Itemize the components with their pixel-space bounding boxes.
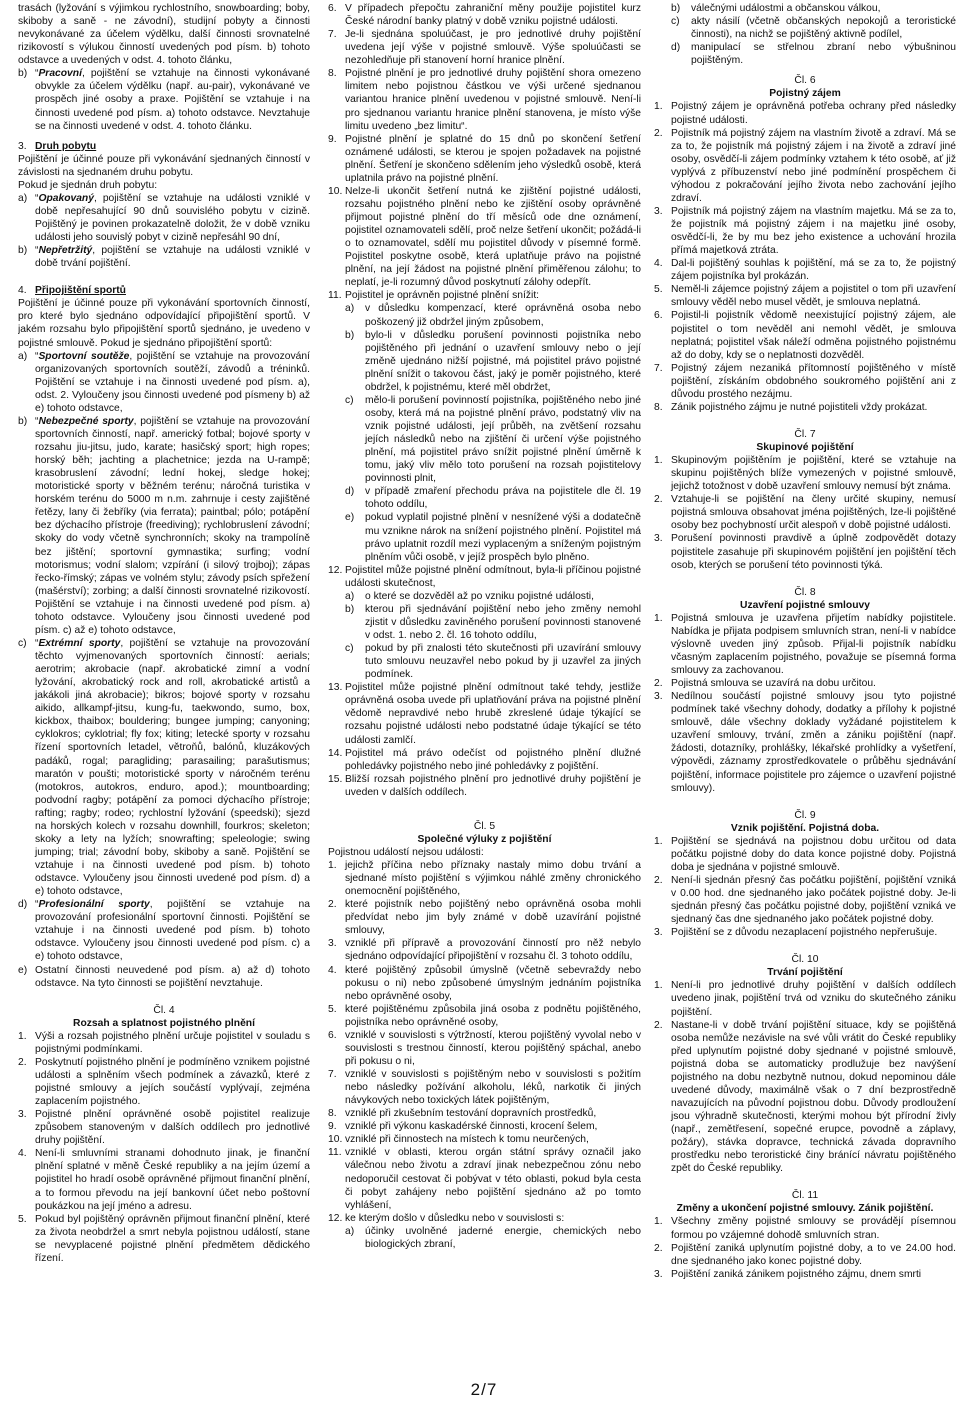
list-item bbox=[328, 747, 641, 773]
list-item-text: válečnými událostmi a občanskou válkou, bbox=[691, 3, 881, 14]
list-item-number: 13. bbox=[328, 682, 343, 694]
list-item bbox=[328, 1120, 641, 1133]
article-list bbox=[654, 100, 956, 414]
list-item-number: 8. bbox=[654, 401, 663, 413]
list-item-text: Pojistný zájem je oprávněná potřeba ochrany před následky pojistné události. bbox=[671, 101, 956, 126]
term-label: Profesionální sporty bbox=[38, 899, 150, 911]
list-item-number: 11. bbox=[328, 1147, 342, 1159]
list-item-text: , pojištění se vztahuje na provozování organizovaných sportovních soutěží, závodů a tréninků. Pojištění se vztahuje i na činnosti uvedené pod písm. a), odst. 2. Vyloučeny jsou činnosti uvedené pod písmeny b) až e) tohoto odstavce, bbox=[35, 350, 310, 414]
article-list bbox=[654, 454, 956, 572]
list-item: c) “Extrémní sporty, pojištění se vztahuje na provozování těchto vyjmenovaných sportovních činností: aerials; aerotrim; akrobacie (např. akrobatické zimní a vodní lyžování, akrobatický rock and roll, akrobatické artistů a jakákoli jiná akrobacie); bikros; bojové sporty v rozsahu aikido, allkampf-jitsu, kung-fu, taekwondo, sumo, box, kickbox, thaibox; bouldering; bungee jumping; canyoning; cyklokros; cyklotrial; fly fox; kiting; letecké sporty v rozsahu řízení sportovních letadel, větroňů, balónů, kluzákových padáků, rogal; paragliding; parasailing; parašutismus; maratón v poušti; motoristické sporty v náročném terénu (motokros, autokros, enduro, apod.); mountboarding; podvodní ragby; potápění za pomoci dýchacího přístroje; rafting; ragby; rodeo; rychlostní lyžování (speedski); sjezd na horských kolech v rozsahu downhill, fourkros; skeleton; skoky a lety na lyžích; snowrafting; speleologie; swing jumping; trial; závodní boby, skiboby a saně. Pojištění se vztahuje i na činnosti uvedené pod písm. b) tohoto odstavce. Vyloučeny jsou činnosti uvedené pod písm. d) a e) tohoto odstavce, bbox=[18, 637, 310, 898]
list-item bbox=[328, 2, 641, 28]
section-title: Připojištění sportů bbox=[35, 285, 126, 297]
article-list bbox=[654, 1215, 956, 1280]
list-item-text: manipulací se střelnou zbraní nebo výbušninou pojištěným. bbox=[691, 42, 956, 67]
list-item-number: 3. bbox=[654, 927, 663, 939]
list-item-text: které pojištěnému způsobila jiná osoba z podnětu pojištěného, pojistníka nebo oprávněné osoby, bbox=[345, 1003, 641, 1028]
list-item-number: 2. bbox=[654, 1242, 663, 1254]
list-item bbox=[654, 874, 956, 926]
list-item-text: které pojistník nebo pojištěný nebo oprávněná osoba mohli předvídat nebo jim byly známé v době uzavírání pojistné smlouvy, bbox=[345, 899, 641, 937]
section-heading: 3. Druh pobytu bbox=[18, 140, 310, 153]
list-item-number: b) bbox=[345, 603, 355, 615]
list-item-text: Je-li sjednána spoluúčast, je pro jednotlivé druhy pojištění uvedena její výše v pojistné smlouvě. Výše spoluúčasti se nezohledňuje při stanovení horní hranice plnění. bbox=[345, 29, 641, 67]
article-number: Čl. 10 bbox=[791, 954, 819, 966]
list-item bbox=[328, 1133, 641, 1146]
article-list bbox=[654, 835, 956, 940]
list-item-number: 3. bbox=[654, 1268, 663, 1280]
list-item-text: Pojištění zaniká uplynutím pojistné doby, a to ve 24.00 hod. dne sjednaného jako konec pojistné doby. bbox=[671, 1242, 956, 1267]
list-item-number: a) bbox=[345, 590, 355, 602]
list-item-text: Pojistitel má právo odečíst od pojistného plnění dlužné pohledávky pojistného nebo jiné pohledávky z pojištění. bbox=[345, 747, 641, 772]
list-item bbox=[328, 28, 641, 67]
list-item-number: 9. bbox=[328, 133, 337, 145]
list-item-text: , pojištění se vztahuje na události vzniklé v době nepřesahující 90 dnů souvislého pobytu v cizině. Pojištěný je povinen prokazatelně doložit, že v době vzniku události jeho souvislý pobyt v cizině nepřesáhl 90 dní, bbox=[35, 192, 310, 244]
article-title: Skupinové pojištění bbox=[756, 442, 854, 453]
term-label: Opakovaný bbox=[38, 192, 94, 204]
list-item: 3. Pojistné plnění oprávněné osobě pojistitel realizuje způsobem stanoveným v dalších oddílech pro jednotlivé druhy pojištění. bbox=[18, 1109, 310, 1147]
exclusions-list bbox=[328, 859, 641, 1225]
list-item-number: 11. bbox=[328, 290, 342, 302]
list-item bbox=[654, 677, 956, 690]
list-item-text: Pojistník má pojistný zájem na vlastním životě a zdraví. Má se za to, že pojistník má pojistný zájem i na životě a zdraví jiné osoby, osvědčí-li zájem podmínky vztahem k této osobě, ať již vyplývá z příbuzenství nebo jiné podmínění prospěchem či výhodou z pokračování jejího života nebo zachování jejího zdraví. bbox=[671, 127, 956, 204]
paragraph: Pojistnou událostí nejsou události: bbox=[328, 846, 484, 858]
list-item-number: 1. bbox=[654, 101, 663, 113]
list-item: 12. Pojistitel může pojistné plnění odmítnout, byla-li příčinou pojistné události skutečnost, bbox=[328, 564, 641, 589]
list-item-number: 6. bbox=[654, 310, 663, 322]
list-item-text: Pojištění zaniká zánikem pojistného zájmu, dnem smrti bbox=[671, 1268, 922, 1280]
column-right bbox=[654, 2, 956, 1397]
article-list bbox=[654, 612, 956, 795]
section-heading: 4. Připojištění sportů bbox=[18, 284, 310, 297]
list-item bbox=[345, 329, 641, 394]
list-item-number: 14. bbox=[328, 747, 343, 759]
list-item-text: v důsledku kompenzací, které oprávněná osoba nebo poškozený již obdržel jiným způsobem, bbox=[365, 303, 641, 328]
list-item-text: Skupinovým pojištěním je pojištění, které se vztahuje na skupinu pojištěných blíže vymezených v pojistné smlouvě, jejichž totožnost v době uzavření smlouvy nemusí být známa. bbox=[671, 455, 956, 493]
article-number: Čl. 6 bbox=[794, 75, 816, 87]
list-item bbox=[671, 41, 956, 67]
list-item bbox=[654, 1019, 956, 1176]
list-item bbox=[328, 1068, 641, 1107]
list-item-number: d) bbox=[671, 42, 681, 54]
list-item-number: 3. bbox=[654, 691, 663, 703]
list-item-number: 12. bbox=[328, 1212, 343, 1224]
list-item-number: 3. bbox=[328, 938, 337, 950]
list-item-text: , pojištění se vztahuje na provozování sportovních činností, např. americký fotbal; bojové sporty v rozsahu jiu-jitsu, judo, karate; hasičský sport; high ropes; horský běh; jachting a plachetnice; jezda na U-rampě; krasobruslení závodní; lední hokej, sledge hokej; motoristické sporty v běžném terénu; náročná turistika v horském terénu do 5000 m n.m. zahrnuje i cesty zajištěné řetězy, lany či žebříky (via ferrata); paintbal; pólo; potápění bez dýchacího přístroje (freediving); rychlobruslení závodní; skoky do vody včetně synchronních; skoky na trampolíně bez jištění; sportovní gymnastika; surfing; vodní motorismus; vodní slalom; vzpírání (i silový trojboj); zápas řecko-římský; zápas ve volném stylu; závody psích spřežení (mašérství); zorbing; a další činnosti srovnatelné rizikovostí. Pojištění se vztahuje i na činnosti uvedené pod písm. a) tohoto odstavce. Vyloučeny jsou činnosti uvedené pod písm. c) až e) tohoto odstavce, bbox=[35, 415, 310, 636]
items-tail bbox=[328, 681, 641, 799]
list-item-text: kterou při sjednávání pojištění nebo jeho změny nemohl zjistit v důsledku zaviněného porušení povinnosti stanovené v odst. 1. nebo 2. čl. 16 tohoto oddílu, bbox=[365, 603, 641, 641]
list-item bbox=[654, 1268, 956, 1281]
list-item-text: Pojistil-li pojistník vědomě neexistující pojistný zájem, ale pojistitel o tom nevěděl ani nemohl vědět, je smlouva neplatná; pojistitel však náleží odměna pojistného pojistnému až do doby, kdy se o neplatnosti dozvěděl. bbox=[671, 310, 956, 361]
list-item bbox=[345, 642, 641, 681]
page-number: 2/7 bbox=[470, 1380, 498, 1399]
list-item: b) “Nepřetržitý, pojištění se vztahuje na události vzniklé v době trvání pojištění. bbox=[18, 245, 310, 270]
list-item-number: 8. bbox=[328, 1108, 337, 1120]
article-list bbox=[654, 979, 956, 1175]
section-title: Druh pobytu bbox=[35, 140, 97, 152]
term-label: Nebezpečné sporty bbox=[38, 415, 134, 427]
list-item bbox=[345, 511, 641, 563]
list-item-text: vzniklé při zkušebním testování dopravních prostředků, bbox=[345, 1108, 597, 1120]
list-item: e) Ostatní činnosti neuvedené pod písm. a) až d) tohoto odstavce. Na tyto činnosti se pojištění nevztahuje. bbox=[18, 964, 310, 989]
list-item bbox=[654, 979, 956, 1018]
article-number: Čl. 9 bbox=[794, 809, 816, 821]
list-item bbox=[671, 2, 956, 15]
list-item: a) “Opakovaný, pojištění se vztahuje na události vzniklé v době nepřesahující 90 dnů souvislého pobytu v cizině. Pojištěný je povinen prokazatelně doložit, že v době vzniku události jeho souvislý pobyt v cizině nepřesáhl 90 dní, bbox=[18, 192, 310, 244]
list-item-text: vzniklé při přípravě a provozování činností pro něž nebylo sjednáno odpovídající připojištění v rozsahu čl. 3 tohoto oddílu, bbox=[345, 938, 641, 963]
list-item bbox=[328, 681, 641, 746]
list-item-text: vzniklé v souvislosti s pojištěným nebo v souvislosti s požitím nebo následky požívání alkoholu, léků, narkotik či jiných návykových nebo toxických látek pojištěným, bbox=[345, 1069, 641, 1107]
list-item bbox=[328, 289, 641, 302]
list-item bbox=[328, 1029, 641, 1068]
list-item-number: a) bbox=[345, 303, 355, 315]
list-item: b) “Pracovní, pojištění se vztahuje na činnosti vykonávané obvykle za účelem výdělku (např. au-pair), vykonávané ve prospěch jiné osoby a praxe. Pojištění se vztahuje i na činnosti uvedené pod písm. a) tohoto odstavce. Nevztahuje se na činnosti uvedené v odst. 4. tohoto článku. bbox=[18, 68, 310, 132]
list-item bbox=[345, 603, 641, 642]
list-item bbox=[328, 1107, 641, 1120]
list-item-number: 1. bbox=[654, 980, 663, 992]
term-label: Extrémní sporty bbox=[38, 637, 121, 649]
items-top bbox=[328, 2, 641, 302]
list-item bbox=[328, 773, 641, 799]
article-number: Čl. 7 bbox=[794, 428, 816, 440]
list-item-text: Neměl-li zájemce pojistný zájem a pojistitel o tom při uzavření smlouvy věděl nebo musel vědět, je smlouva neplatná. bbox=[671, 284, 956, 309]
list-item bbox=[345, 590, 641, 603]
list-item-number: 2. bbox=[654, 494, 663, 506]
list-item-number: 1. bbox=[328, 860, 337, 871]
list-item bbox=[654, 100, 956, 126]
article-number: Čl. 4 bbox=[153, 1004, 175, 1016]
list-item bbox=[328, 133, 641, 185]
list-item-text: vzniklé v souvislosti s výtržností, kterou pojištěný vyvolal nebo v souvislosti s trestnou činností, kterou pojištěný spáchal, anebo při pokusu o ni, bbox=[345, 1029, 641, 1067]
list-item-text: Pojistník má pojistný zájem na vlastním majetku. Má se za to, že pojistník má pojistný zájem i na majetku jiné osoby, osvědčí-li, že by mu bez jeho existence a uchování hrozila přímá majetková ztráta. bbox=[671, 205, 956, 257]
article-title: Vznik pojištění. Pojistná doba. bbox=[730, 822, 880, 834]
list-item-text: Nedílnou součástí pojistné smlouvy jsou tyto pojistné podmínek také všechny dohody, dodatky a přílohy k pojistné smlouvě, dále všechny doklady vyžádané pojistitelem k uzavření smlouvy, trvání, změn a zániku pojištění (např. žádosti, dotazníky, prohlášky, lékařské prohlídky a vyšetření, výpovědi, záznamy zprostředkovatele o průběhu sjednávání pojištění, informace pojistitele pro zájemce o uzavření pojistné smlouvy). bbox=[671, 691, 956, 794]
article-title: Trvání pojištění bbox=[767, 967, 843, 979]
list-item-number: 1. bbox=[654, 1216, 663, 1228]
list-item-number: c) bbox=[345, 394, 354, 406]
list-item-number: 1. bbox=[654, 612, 663, 624]
list-item-text: v případě zmaření přechodu práva na pojistitele dle čl. 19 tohoto oddílu, bbox=[365, 486, 641, 511]
list-item-text: Pojistný zájem nezaniká přítomností pojištěného v místě pojištění, získáním obdobného soukromého pojištění ani z důvodu prostého nezájmu. bbox=[671, 362, 956, 400]
list-item-text: Bližší rozsah pojistného plnění pro jednotlivé druhy pojištění je uveden v dalších oddílech. bbox=[345, 773, 641, 798]
list-item: a) účinky uvolněné jaderné energie, chemických nebo biologických zbraní, bbox=[345, 1225, 641, 1250]
list-item bbox=[654, 1215, 956, 1241]
list-item-text: , pojištění se vztahuje na činnosti vykonávané obvykle za účelem výdělku (např. au-pair), vykonávané ve prospěch jiné osoby a praxe. Pojištění se vztahuje i na činnosti uvedené pod písm. a) tohoto odstavce. Nevztahuje se na činnosti uvedené v odst. 4. tohoto článku. bbox=[35, 68, 310, 132]
article-number: Čl. 8 bbox=[794, 586, 816, 598]
list-item-text: Pojistitel může pojistné plnění odmítnout také tehdy, jestliže oprávněná osoba uvede při uplatňování práva na pojistné plnění vědomě nepravdivé nebo hrubě zkreslené údaje týkající se rozsahu pojistné události nebo podstatné údaje týkající se této události zamlčí. bbox=[345, 682, 641, 746]
list-item: 5. Pokud byl pojištěný oprávněn přijmout finanční plnění, které za života neobdržel a smrt nebyla pojistnou událostí, stane se nevyplacené pojistné plnění předmětem dědického řízení. bbox=[18, 1213, 310, 1264]
column-left bbox=[18, 2, 310, 1397]
list-item bbox=[328, 1212, 641, 1225]
list-item bbox=[345, 394, 641, 485]
list-item bbox=[654, 493, 956, 532]
list-item-number: 2. bbox=[654, 874, 663, 886]
list-item-text: Pojištění se z důvodu nezaplacení pojistného nepřerušuje. bbox=[671, 927, 938, 939]
list-item bbox=[654, 401, 956, 414]
list-item-number: 1. bbox=[654, 455, 663, 467]
list-item-number: 10. bbox=[328, 1134, 343, 1146]
list-item bbox=[328, 1146, 641, 1211]
list-item bbox=[654, 532, 956, 571]
sub-list-12 bbox=[328, 590, 641, 681]
list-item bbox=[654, 257, 956, 283]
list-item-text: Pojistná smlouva se uzavírá na dobu určitou. bbox=[671, 678, 876, 690]
list-item-text: o které se dozvěděl až po vzniku pojistné události, bbox=[365, 590, 594, 602]
list-item-text: Pojistné plnění je pro jednotlivé druhy pojištění shora omezeno limitem nebo pojistnou částkou ve výši určené sjednanou variantou hranice plnění uvedenou v pojistné smlouvě. Není-li pro sjednanou variantu hranice plnění stanovena, je místo výše limitu uvedeno „bez limitu“. bbox=[345, 68, 641, 132]
article-title: Rozsah a splatnost pojistného plnění bbox=[73, 1017, 255, 1029]
article-title: Pojistný zájem bbox=[769, 88, 841, 100]
list-item-text: Není-li pro jednotlivé druhy pojištění v dalších oddílech uvedeno jinak, pojištění trvá od vzniku do skutečného zániku pojištění. bbox=[671, 980, 956, 1018]
list-item: 2. Poskytnutí pojistného plnění je podmíněno vznikem pojistné události a splněním všech podmínek a závazků, které z pojistné smlouvy a jejích součástí vyplývají, zejména zaplacením pojistného. bbox=[18, 1056, 310, 1108]
list-item-text: Zánik pojistného zájmu je nutné pojistiteli vždy prokázat. bbox=[671, 401, 928, 413]
list-item bbox=[654, 362, 956, 401]
list-item-number: 7. bbox=[328, 29, 337, 41]
list-item bbox=[654, 454, 956, 493]
list-item-text: bylo-li v důsledku porušení povinnosti pojistníka nebo pojištěného při jednání o uzavření smlouvy nebo o její změně ujednáno nižší pojistné, má pojistitel právo pojistné plnění snížit o takovou část, jaký je poměr pojistného, které obdržel, k pojistnému, které měl obdržet, bbox=[365, 329, 641, 393]
list-item-number: 7. bbox=[654, 362, 663, 374]
list-item-text: Nastane-li v době trvání pojištění situace, kdy se pojištěná osoba nemůže nezávisle na své vůli vrátit do České republiky před uplynutím pojistné doby sjednané v pojistné smlouvě, pojistná doba se automaticky prodlužuje bez navýšení pojistného na dobu nezbytně nutnou, dokud nepominou dále uvedené důvody, maximálně však o 7 dní bezprostředně navazujících na původní pojistnou dobu. Důvody prodloužení jsou výhradně skutečnosti, kterými mohou být přírodní živly (např., zemětřesení, sopečné erupce, povodně a záplavy, požáry), stávka dopravce, technická závada dopravního prostředku nebo teroristické činy bránící návratu pojištěného zpět do České republiky. bbox=[671, 1019, 956, 1175]
list-item bbox=[654, 127, 956, 205]
list-item-text: které pojištěný způsobil úmyslně (včetně sebevraždy nebo pokusu o ni) nebo způsobené úmyslným jednáním pojistníka nebo oprávněné osoby, bbox=[345, 964, 641, 1002]
list-item-text: pokud vyplatil pojistné plnění v nesnížené výši a dodatečně mu vznikne nárok na snížení pojistného plnění. Pojistitel má právo uplatnit rozdíl mezi vyplaceným a sníženým pojistným plněním vůči osobě, v jejíž prospěch bylo plněno. bbox=[365, 512, 641, 563]
list-item bbox=[654, 835, 956, 874]
items-top bbox=[654, 2, 956, 67]
list-item-number: 2. bbox=[654, 127, 663, 139]
sub-list-11 bbox=[328, 302, 641, 563]
list-item-number: 4. bbox=[654, 258, 663, 270]
list-item-number: c) bbox=[671, 16, 680, 28]
list-item bbox=[654, 283, 956, 309]
list-item bbox=[328, 185, 641, 290]
list-item-text: , pojištění se vztahuje na provozování profesionální sportovní činnosti. Pojištění se vztahuje i na činnosti uvedené pod písm. b) tohoto odstavce. Vyloučeny jsou činnosti uvedené pod písm. c) a e) tohoto odstavce, bbox=[35, 899, 310, 963]
list-item: d) “Profesionální sporty, pojištění se vztahuje na provozování profesionální sportovní činnosti. Pojištění se vztahuje i na činnosti uvedené pod písm. b) tohoto odstavce. Vyloučeny jsou činnosti uvedené pod písm. c) a e) tohoto odstavce, bbox=[18, 899, 310, 963]
list-item-text: Dal-li pojištěný souhlas k pojištění, má se za to, že pojistný zájem pojistníka byl prokázán. bbox=[671, 258, 956, 283]
paragraph: Pojištění je účinné pouze při vykonávání sportovních činností, pro které bylo sjednáno odpovídající připojištění sportů. V jakém rozsahu bylo připojištění sportů sjednáno, je uvedeno v pojistné smlouvě. Pokud je sjednáno připojištění sportů: bbox=[18, 298, 310, 349]
column-middle bbox=[328, 2, 641, 1332]
list-item-text: vzniklé při výkonu kaskadérské činnosti, krocení šelem, bbox=[345, 1121, 598, 1133]
list-item-text: Vztahuje-li se pojištění na členy určité skupiny, nemusí pojistná smlouva obsahovat jména pojištěných, lze-li pojištěné osoby bez pochybností určit alespoň v době pojistné události. bbox=[671, 494, 956, 532]
list-item-text: Ostatní činnosti neuvedené pod písm. a) až d) tohoto odstavce. Na tyto činnosti se pojištění nevztahuje. bbox=[35, 964, 310, 989]
paragraph: Pojištění je účinné pouze při vykonávání sjednaných činností v závislosti na sjednaném druhu pobytu. bbox=[18, 153, 310, 178]
term-label: Sportovní soutěže bbox=[38, 350, 130, 362]
list-item-number: 3. bbox=[654, 533, 663, 545]
list-item-number: b) bbox=[345, 329, 355, 341]
list-item bbox=[654, 612, 956, 677]
list-item: 4. Není-li smluvními stranami dohodnuto jinak, je finanční plnění splatné v měně České republiky a na jejím území a pojistitel ho hradí osobě oprávněné přijmout finanční plnění, a to formou převodu na její bankovní účet nebo poštovní poukázkou na její jméno a adresu. bbox=[18, 1148, 310, 1212]
article-number: Čl. 5 bbox=[473, 820, 496, 832]
term-label: Nepřetržitý bbox=[38, 245, 93, 257]
list-item-number: 9. bbox=[328, 1121, 337, 1133]
list-item-text: Všechny změny pojistné smlouvy se provádějí písemnou formou po vzájemné dohodě smluvních stran. bbox=[671, 1216, 956, 1241]
list-item bbox=[328, 67, 641, 132]
list-item-number: 8. bbox=[328, 68, 337, 80]
list-item-text: vzniklé při činnostech na místech k tomu neurčených, bbox=[345, 1134, 589, 1146]
list-item-text: , pojištění se vztahuje na provozování těchto vyjmenovaných sportovních činností: aerials; aerotrim; akrobacie (např. akrobatické zimní a vodní lyžování, akrobatický rock and roll, akrobatické artistů a jakákoli jiná akrobacie); bikros; bojové sporty v rozsahu aikido, allkampf-jitsu, kung-fu, taekwondo, sumo, box, kickbox, thaibox; bouldering; bungee jumping; canyoning; cyklokros; cyklotrial; fly fox; kiting; letecké sporty v rozsahu řízení sportovních letadel, větroňů, balónů, kluzákových padáků, rogal; paragliding; parasailing; parašutismus; maratón v poušti; motoristické sporty v náročném terénu (motokros, autokros, enduro, apod.); mountboarding; podvodní ragby; potápění za pomoci dýchacího přístroje; rafting; ragby; rodeo; rychlostní lyžování (speedski); sjezd na horských kolech v rozsahu downhill, fourkros; skeleton; skoky a lety na lyžích; snowrafting; speleologie; swing jumping; trial; závodní boby, skiboby a saně. Pojištění se vztahuje i na činnosti uvedené pod písm. b) tohoto odstavce. Vyloučeny jsou činnosti uvedené pod písm. d) a e) tohoto odstavce, bbox=[35, 637, 310, 898]
list-item-number: 2. bbox=[328, 899, 337, 911]
list-item-number: 7. bbox=[328, 1069, 337, 1080]
list-item-text: ke kterým došlo v důsledku nebo v souvislosti s: bbox=[345, 1212, 565, 1224]
list-item bbox=[328, 964, 641, 1003]
list-item-text: V případech přepočtu zahraniční měny použije pojistitel kurz České národní banky platný v době vzniku pojistné události. bbox=[345, 3, 641, 28]
list-item bbox=[345, 485, 641, 511]
list-item-text: pokud by při znalosti této skutečnosti při uzavírání smlouvy tuto smlouvu neuzavřel nebo pokud by ji uzavřel za jiných podmínek. bbox=[365, 643, 641, 681]
paragraph-intro: trasách (lyžování s výjimkou rychlostního, snowboarding; boby, skiboby a saně - ne závodní), studijní pobyty a činnosti nevykonávané za účelem výdělku, další činnosti srovnatelné rizikovostí s výlukou činností uvedených pod písm. b) tohoto odstavce a uvedených v odst. 4. tohoto článku, bbox=[18, 3, 310, 67]
list-item-text: Pojistná smlouva je uzavřena přijetím nabídky pojistitele. Nabídka je přijata podpisem smluvních stran, není-li v nabídce výslovně uveden jiný způsob. Přijal-li pojistník nabídku včasným zaplacením pojistného, považuje se písemná forma smlouvy za zachovanou. bbox=[671, 612, 956, 676]
term-label: Pracovní bbox=[38, 68, 82, 80]
list-item-number: 4. bbox=[328, 964, 337, 976]
list-item-text: Není-li sjednán přesný čas počátku pojištění, pojištění vzniká v 0.00 hod. dne sjednaného jako počátek pojistné doby. Je-li sjednán přesný čas počátku pojistné doby, pojištění vzniká ve sjednaný čas dne sjednaného jako počátek pojistné doby. bbox=[671, 874, 956, 926]
list-item bbox=[654, 926, 956, 939]
list-item bbox=[328, 859, 641, 898]
list-item-number: 5. bbox=[654, 284, 663, 296]
list-item-number: 2. bbox=[654, 678, 663, 690]
list-item-number: 15. bbox=[328, 773, 343, 785]
list-item-number: 1. bbox=[654, 835, 663, 847]
list-item-number: 3. bbox=[654, 205, 663, 217]
list-item-text: jejichž příčina nebo příznaky nastaly mimo dobu trvání a sjednané místo pojištění s výjimkou náhlé změny chronického onemocnění pojištěného, bbox=[345, 860, 641, 898]
list-item: b) “Nebezpečné sporty, pojištění se vztahuje na provozování sportovních činností, např. americký fotbal; bojové sporty v rozsahu jiu-jitsu, judo, karate; hasičský sport; high ropes; horský běh; jachting a plachetnice; jezda na U-rampě; krasobruslení závodní; lední hokej, sledge hokej; motoristické sporty v běžném terénu; náročná turistika v horském terénu do 5000 m n.m. zahrnuje i cesty zajištěné řetězy, lany či žebříky (via ferrata); paintbal; pólo; potápění bez dýchacího přístroje (freediving); rychlobruslení závodní; skoky do vody včetně synchronních; skoky na trampolíně bez jištění; sportovní gymnastika; surfing; vodní motorismus; vodní slalom; vzpírání (i silový trojboj); zápas řecko-římský; zápas ve volném stylu; závody psích spřežení (mašérství); zorbing; a další činnosti srovnatelné rizikovostí. Pojištění se vztahuje i na činnosti uvedené pod písm. a) tohoto odstavce. Vyloučeny jsou činnosti uvedené pod písm. c) až e) tohoto odstavce, bbox=[18, 415, 310, 636]
list-item-number: d) bbox=[345, 486, 355, 498]
list-item-number: c) bbox=[345, 643, 354, 655]
list-item-text: Pojistitel je oprávněn pojistné plnění snížit: bbox=[345, 290, 540, 302]
list-item bbox=[671, 15, 956, 41]
list-item bbox=[328, 898, 641, 937]
list-item bbox=[654, 690, 956, 795]
list-item-number: 5. bbox=[328, 1003, 337, 1015]
paragraph: Pokud je sjednán druh pobytu: bbox=[18, 179, 158, 191]
list-item-number: 2. bbox=[654, 1019, 663, 1031]
list-item bbox=[328, 937, 641, 963]
list-item: a) “Sportovní soutěže, pojištění se vztahuje na provozování organizovaných sportovních soutěží, závodů a tréninků. Pojištění se vztahuje i na činnosti uvedené pod písm. a), odst. 2. Vyloučeny jsou činnosti uvedené pod písmeny b) až e) tohoto odstavce, bbox=[18, 350, 310, 414]
list-item: 1. Výši a rozsah pojistného plnění určuje pojistitel v souladu s pojistnými podmínkami. bbox=[18, 1030, 310, 1055]
list-item-text: Pojistné plnění je splatné do 15 dnů po skončení šetření oznámené události, se kterou je spojen požadavek na pojistné plnění. Šetření je skončeno sdělením jeho výsledků osobě, která uplatnila právo na pojistné plnění. bbox=[345, 133, 641, 184]
list-item-text: vzniklé v oblasti, kterou orgán státní správy označil jako válečnou nebo životu a zdraví jinak nebezpečnou zónu nebo nedoporučil cestovat či pobývat v této oblasti, pokud byla cesta či pobyt zahájeny nebo pojištění sjednáno až po tomto vyhlášení, bbox=[345, 1147, 641, 1211]
sub-list-12a bbox=[328, 1225, 641, 1251]
list-item-text: mělo-li porušení povinností pojistníka, pojištěného nebo jiné osoby, která má na pojistné plnění právo, podstatný vliv na vznik pojistné události, její průběh, na zvětšení rozsahu jejích následků nebo na zjištění či určení výše pojistného plnění, má pojistitel právo snížit pojistné plnění úměrně k tomu, jaký vliv mělo toto porušení na rozsah pojistitelovy povinnosti plnit, bbox=[365, 394, 641, 485]
list-item-text: Nelze-li ukončit šetření nutná ke zjištění pojistné události, rozsahu pojistného plnění nebo ke zjištění osoby oprávněné přijmout pojistné plnění do tří měsíců ode dne oznámení, pojistitel oznamovateli sdělí, proč nelze šetření ukončit; požádá-li o to oznamovatel, sdělí mu pojistitel důvody v písemné formě. Pojistitel poskytne osobě, která uplatňuje právo na pojistné plnění, na její žádost na pojistné plnění přiměřenou zálohu; to neplatí, je-li rozumný důvod poskytnutí zálohy odepřít. bbox=[345, 185, 641, 289]
article-title: Uzavření pojistné smlouvy bbox=[740, 599, 870, 611]
article-number: Čl. 11 bbox=[791, 1190, 819, 1202]
list-item-text: Porušení povinnosti pravdivě a úplně zodpovědět dotazy pojistitele zasahuje při skupinovém pojištění jen pojištění těch osob, kterých se porušení této povinnosti týká. bbox=[671, 533, 956, 571]
list-item bbox=[654, 205, 956, 257]
list-item bbox=[654, 1242, 956, 1268]
list-item bbox=[345, 302, 641, 328]
list-item-text: Pojištění se sjednává na pojistnou dobu určitou od data počátku pojistné doby do data konce pojistné doby. Pojistná doba je sjednána v pojistné smlouvě. bbox=[671, 835, 956, 873]
list-item-number: b) bbox=[671, 3, 681, 14]
article-title: Společné výluky z pojištění bbox=[417, 833, 552, 845]
list-item-number: 6. bbox=[328, 3, 337, 14]
list-item-number: 6. bbox=[328, 1029, 337, 1041]
list-item-number: 10. bbox=[328, 185, 343, 197]
list-item-text: akty násilí (včetně občanských nepokojů a teroristické činnosti), na nichž se pojištěný aktivně podílel, bbox=[691, 16, 956, 41]
list-item bbox=[328, 1003, 641, 1029]
list-item-text: , pojištění se vztahuje na události vzniklé v době trvání pojištění. bbox=[35, 245, 310, 270]
list-item-number: e) bbox=[345, 512, 355, 524]
article-title: Změny a ukončení pojistné smlouvy. Zánik pojištění. bbox=[676, 1203, 934, 1215]
list-item bbox=[654, 309, 956, 361]
